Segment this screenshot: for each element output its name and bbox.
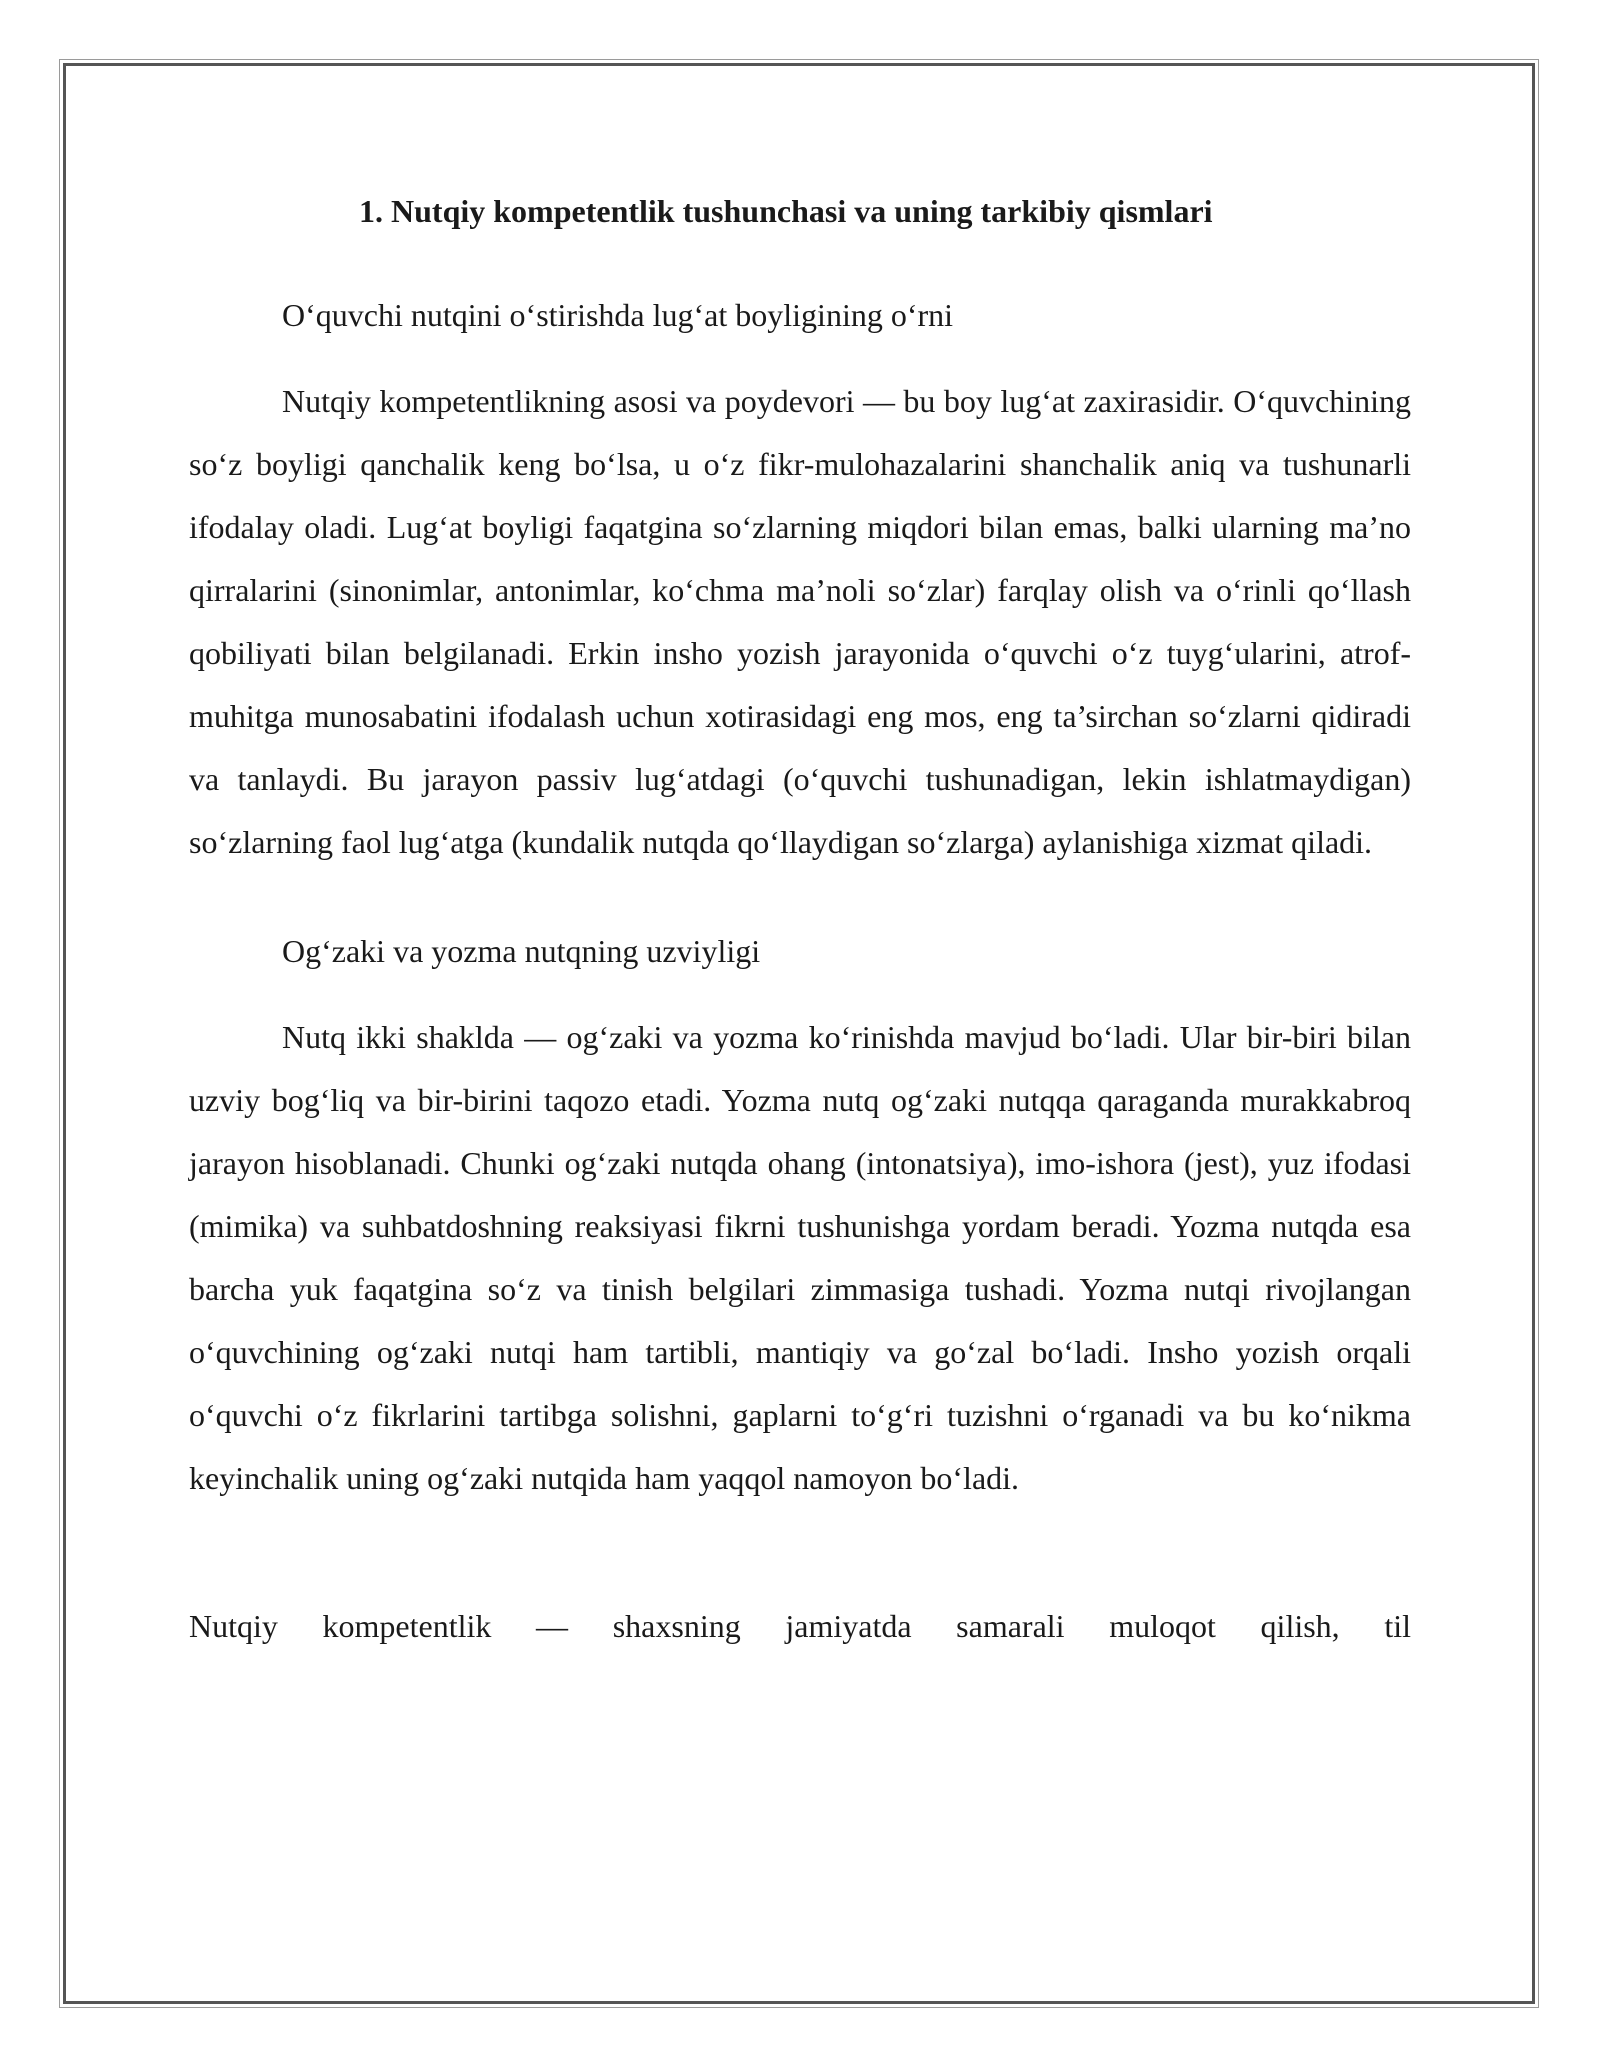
- document-title: 1. Nutqiy kompetentlik tushunchasi va uning tarkibiy qismlari: [359, 193, 1213, 229]
- spacer: [189, 242, 1411, 284]
- section-heading-oral-written: Og‘zaki va yozma nutqning uzviyligi: [282, 933, 761, 969]
- section-heading-vocabulary: O‘quvchi nutqini o‘stirishda lug‘at boyligining o‘rni: [282, 297, 954, 333]
- spacer: [189, 983, 1411, 1006]
- spacer: [189, 1510, 1411, 1595]
- spacer: [189, 347, 1411, 370]
- section-paragraph-vocabulary: Nutqiy kompetentlikning asosi va poydevori — bu boy lug‘at zaxirasidir. O‘quvchining so‘z boyligi qanchalik keng bo‘lsa, u o‘z fikr-mulohazalarini shanchalik aniq va tushunarli ifodalay oladi. Lug‘at boyligi faqatgina so‘zlarning miqdori bilan emas, balki ularning ma’no qirralarini (sinonimlar, antonimlar, ko‘chma ma’noli so‘zlar) farqlay olish va o‘rinli qo‘llash qobiliyati bilan belgilanadi. Erkin insho yozish jarayonida o‘quvchi o‘z tuyg‘ularini, atrof-muhitga munosabatini ifodalash uchun xotirasidagi eng mos, eng ta’sirchan so‘zlarni qidiradi va tanlaydi. Bu jarayon passiv lug‘atdagi (o‘quvchi tushunadigan, lekin ishlatmaydigan) so‘zlarning faol lug‘atga (kundalik nutqda qo‘llaydigan so‘zlarga) aylanishiga xizmat qiladi.: [189, 383, 1411, 860]
- section-paragraph-oral-written: Nutq ikki shaklda — og‘zaki va yozma ko‘rinishda mavjud bo‘ladi. Ular bir-biri bilan uzviy bog‘liq va bir-birini taqozo etadi. Yozma nutq og‘zaki nutqqa qaraganda murakkabroq jarayon hisoblanadi. Chunki og‘zaki nutqda ohang (intonatsiya), imo-ishora (jest), yuz ifodasi (mimika) va suhbatdoshning reaksiyasi fikrni tushunishga yordam beradi. Yozma nutqda esa barcha yuk faqatgina so‘z va tinish belgilari zimmasiga tushadi. Yozma nutqi rivojlangan o‘quvchining og‘zaki nutqi ham tartibli, mantiqiy va go‘zal bo‘ladi. Insho yozish orqali o‘quvchi o‘z fikrlarini tartibga solishni, gaplarni to‘g‘ri tuzishni o‘rganadi va bu ko‘nikma keyinchalik uning og‘zaki nutqida ham yaqqol namoyon bo‘ladi.: [189, 1019, 1411, 1496]
- document-body: [189, 180, 1411, 1658]
- spacer: [189, 874, 1411, 920]
- trailing-paragraph: Nutqiy kompetentlik — shaxsning jamiyatda samarali muloqot qilish, til: [189, 1608, 1411, 1644]
